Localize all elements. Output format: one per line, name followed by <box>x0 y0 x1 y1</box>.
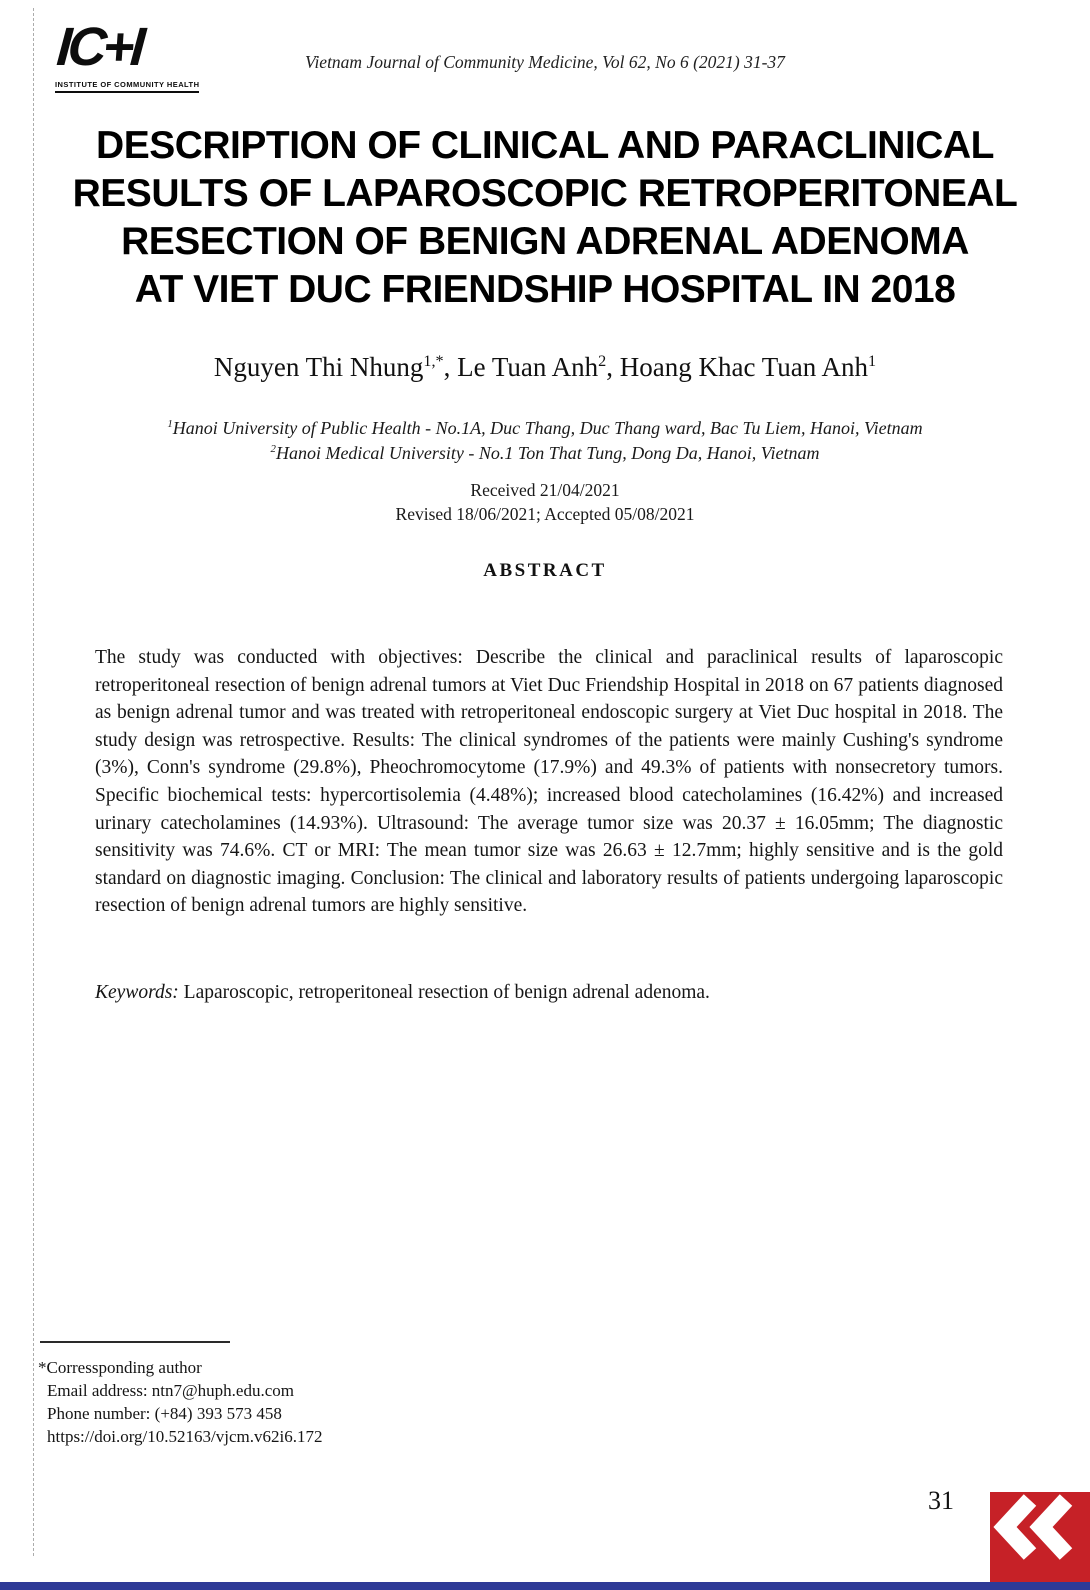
paper-title-line-1: DESCRIPTION OF CLINICAL AND PARACLINICAL <box>96 124 994 167</box>
paper-title-line-2: RESULTS OF LAPAROSCOPIC RETROPERITONEAL <box>72 172 1018 215</box>
footnote-rule <box>40 1341 230 1343</box>
affiliation-1-text: Hanoi University of Public Health - No.1A, Duc Thang, Duc Thang ward, Bac Tu Liem, Hanoi, Vietnam <box>172 418 923 438</box>
affiliation-2 <box>0 441 1090 466</box>
journal-citation-line: Vietnam Journal of Community Medicine, Vol 62, No 6 (2021) 31-37 <box>305 52 785 72</box>
authors-line <box>0 352 1090 383</box>
author-1: Nguyen Thi Nhung <box>213 352 424 382</box>
affiliation-2-superscript: 2 <box>270 443 276 455</box>
phone-line: Phone number: (+84) 393 573 458 <box>47 1404 282 1423</box>
paper-title-line-3: RESECTION OF BENIGN ADRENAL ADENOMA <box>121 220 969 263</box>
author-3-superscript: 1 <box>868 352 877 370</box>
author-separator: , <box>443 352 458 382</box>
author-2-superscript: 2 <box>598 352 607 370</box>
author-2: Le Tuan Anh <box>457 352 599 382</box>
email-line: Email address: ntn7@huph.edu.com <box>47 1381 294 1400</box>
abstract-text: The study was conducted with objectives: Describe the clinical and paraclinical results of laparoscopic retroperitoneal resection of benign adrenal tumors at Viet Duc Friendship Hospital in 2018 on 67 patients diagnosed as benign adrenal tumor and was treated with retroperitoneal endoscopic surgery at Viet Duc hospital in 2018. The study design was retrospective. Results: The clinical syndromes of the patients were mainly Cushing's syndrome (3%), Conn's syndrome (29.8%), Pheochromocytome (17.9%) and 49.3% of patients with nonsecretory tumors. Specific biochemical tests: hypercortisolemia (4.48%); increased blood catecholamines (16.42%) and increased urinary catecholamines (14.93%). Ultrasound: The average tumor size was 20.37 ± 16.05mm; The diagnostic sensitivity was 74.6%. CT or MRI: The mean tumor size was 26.63 ± 12.7mm; highly sensitive and is the gold standard on diagnostic imaging. Conclusion: The clinical and laboratory results of patients undergoing laparoscopic resection of benign adrenal tumors are highly sensitive. <box>95 647 1003 917</box>
affiliation-1 <box>0 416 1090 441</box>
keywords-line <box>95 982 1003 1004</box>
ich-logo-icon: IC+I <box>54 17 144 77</box>
page-number: 31 <box>928 1486 954 1515</box>
logo-caption: INSTITUTE OF COMMUNITY HEALTH <box>55 80 199 93</box>
author-3: Hoang Khac Tuan Anh <box>619 352 868 382</box>
author-1-superscript: 1,* <box>423 352 444 370</box>
paper-title-line-4: AT VIET DUC FRIENDSHIP HOSPITAL IN 2018 <box>134 268 956 311</box>
keywords-text: Laparoscopic, retroperitoneal resection of benign adrenal adenoma. <box>178 982 710 1003</box>
author-separator: , <box>606 352 620 382</box>
affiliation-1-superscript: 1 <box>167 418 173 430</box>
double-left-chevron-icon <box>990 1492 1090 1588</box>
revised-accepted-date: Revised 18/06/2021; Accepted 05/08/2021 <box>395 504 695 524</box>
doi-line: https://doi.org/10.52163/vjcm.v62i6.172 <box>47 1427 323 1446</box>
journal-corner-mark <box>990 1492 1090 1588</box>
corresponding-author-note: *Corressponding author <box>38 1358 202 1377</box>
footnote-block <box>38 1356 322 1448</box>
keywords-label: Keywords: <box>95 982 179 1003</box>
abstract-heading: ABSTRACT <box>483 560 607 581</box>
submission-dates <box>0 478 1090 526</box>
bottom-rule-bar <box>0 1582 1090 1590</box>
affiliation-2-text: Hanoi Medical University - No.1 Ton That Tung, Dong Da, Hanoi, Vietnam <box>275 443 820 463</box>
paper-title <box>0 122 1090 314</box>
received-date: Received 21/04/2021 <box>470 480 620 500</box>
affiliations <box>0 416 1090 466</box>
